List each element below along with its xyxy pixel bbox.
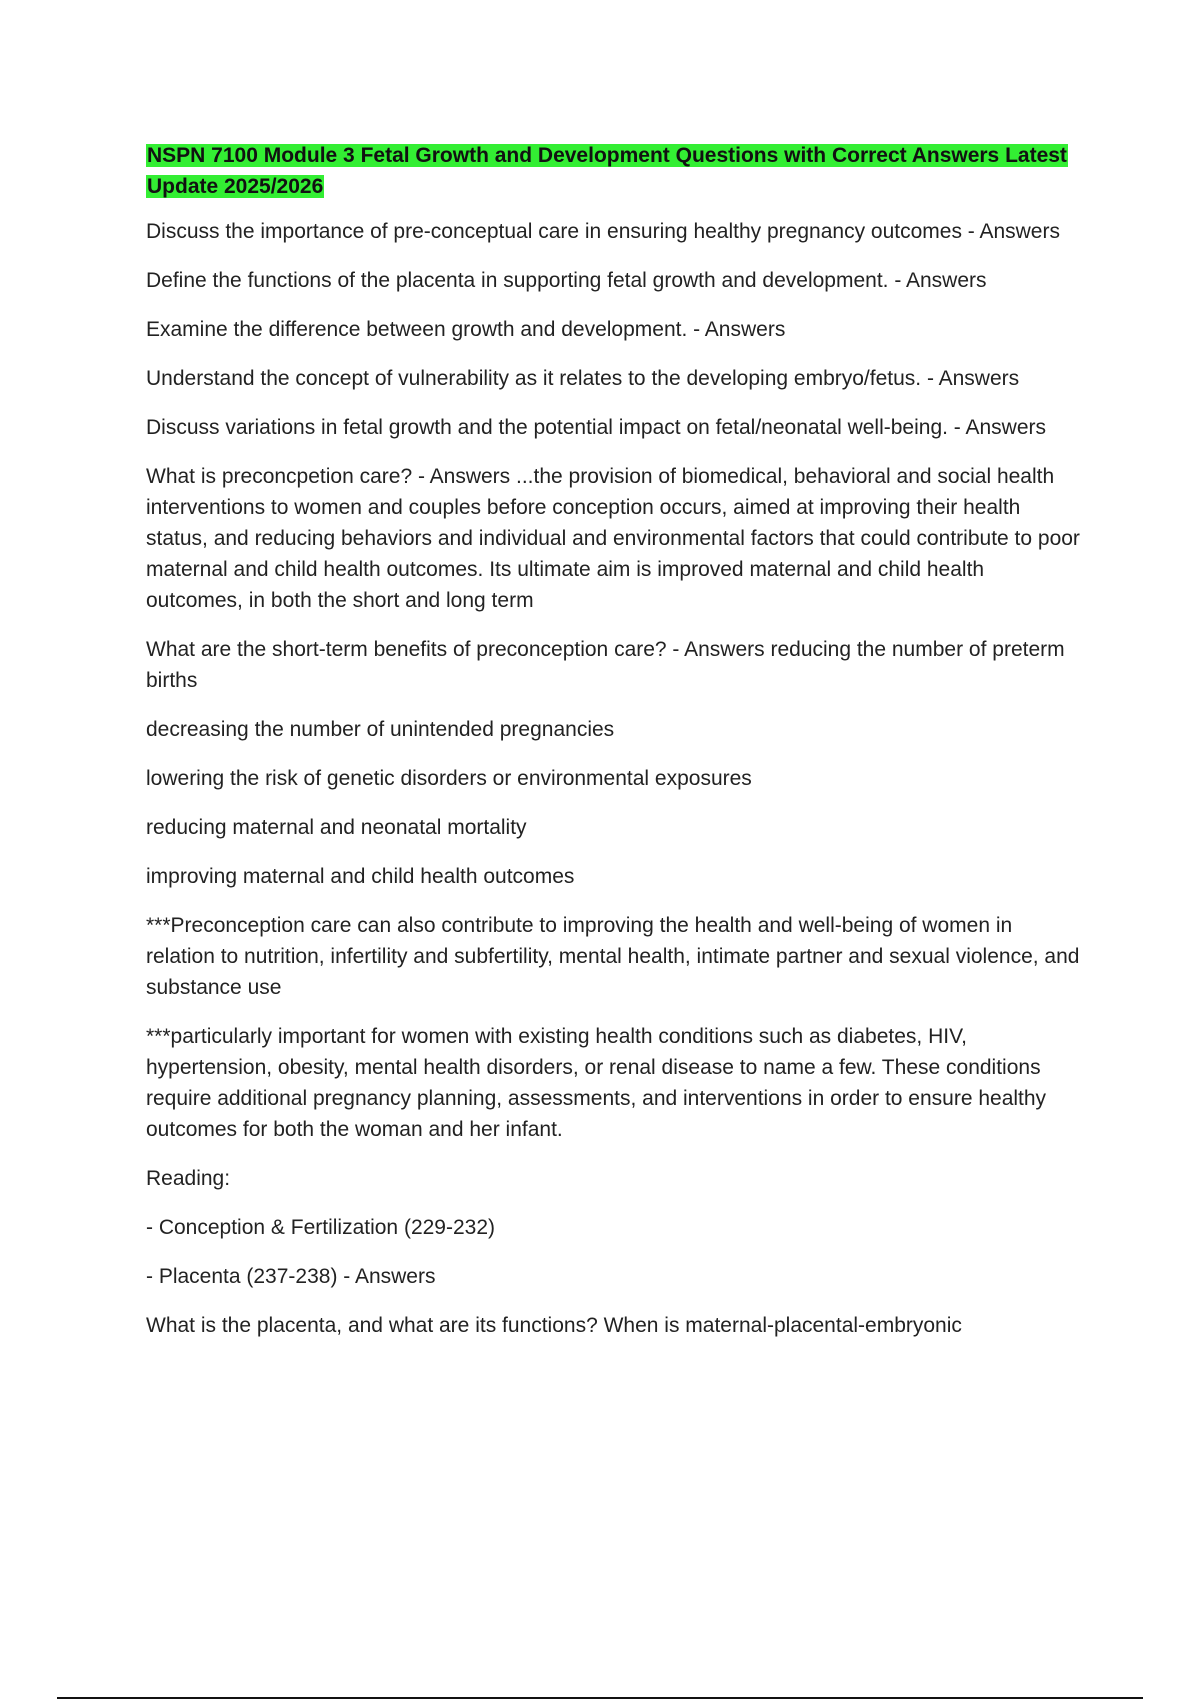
- paragraph-placenta-question: What is the placenta, and what are its functions? When is maternal-placental-embryonic: [146, 1314, 962, 1337]
- paragraph-vulnerability-objective: Understand the concept of vulnerability as it relates to the developing embryo/fetus. - Answers: [146, 367, 1020, 390]
- benefit-item: improving maternal and child health outcomes: [146, 865, 575, 888]
- benefit-item: lowering the risk of genetic disorders or environmental exposures: [146, 767, 752, 790]
- reading-item: - Placenta (237-238) - Answers: [146, 1265, 436, 1288]
- document-title: [146, 140, 1086, 202]
- title-highlight: NSPN 7100 Module 3 Fetal Growth and Development Questions with Correct Answers Latest Update 2025/2026: [147, 144, 1067, 198]
- paragraph-fetal-growth-variations-objective: Discuss variations in fetal growth and the potential impact on fetal/neonatal well-being. - Answers: [146, 416, 1046, 439]
- paragraph-preconceptual-care-objective: Discuss the importance of pre-conceptual care in ensuring healthy pregnancy outcomes - Answers: [146, 220, 1060, 243]
- note-paragraph: ***particularly important for women with existing health conditions such as diabetes, HIV, hypertension, obesity, mental health disorders, or renal disease to name a few. These conditions require additional pregnancy planning, assessments, and interventions in order to ensure healthy outcomes for both the woman and her infant.: [146, 1025, 1047, 1141]
- document-body: [146, 140, 1086, 1359]
- paragraph-growth-vs-development-objective: Examine the difference between growth and development. - Answers: [146, 318, 786, 341]
- benefit-item: reducing maternal and neonatal mortality: [146, 816, 527, 839]
- note-paragraph: ***Preconception care can also contribute to improving the health and well-being of women in relation to nutrition, infertility and subfertility, mental health, intimate partner and sexual violence, and substance use: [146, 914, 1080, 999]
- benefit-item: decreasing the number of unintended pregnancies: [146, 718, 615, 741]
- paragraph-placenta-functions-objective: Define the functions of the placenta in supporting fetal growth and development. - Answers: [146, 269, 987, 292]
- paragraph-short-term-benefits: What are the short-term benefits of preconception care? - Answers reducing the number of preterm births: [146, 638, 1065, 692]
- reading-heading: Reading:: [146, 1167, 231, 1190]
- footer-divider: [57, 1697, 1143, 1699]
- reading-item: - Conception & Fertilization (229-232): [146, 1216, 496, 1239]
- paragraph-preconception-care-definition: What is preconcpetion care? - Answers ...the provision of biomedical, behavioral and social health interventions to women and couples before conception occurs, aimed at improving their health status, and reducing behaviors and individual and environmental factors that could contribute to poor maternal and child health outcomes. Its ultimate aim is improved maternal and child health outcomes, in both the short and long term: [146, 465, 1080, 612]
